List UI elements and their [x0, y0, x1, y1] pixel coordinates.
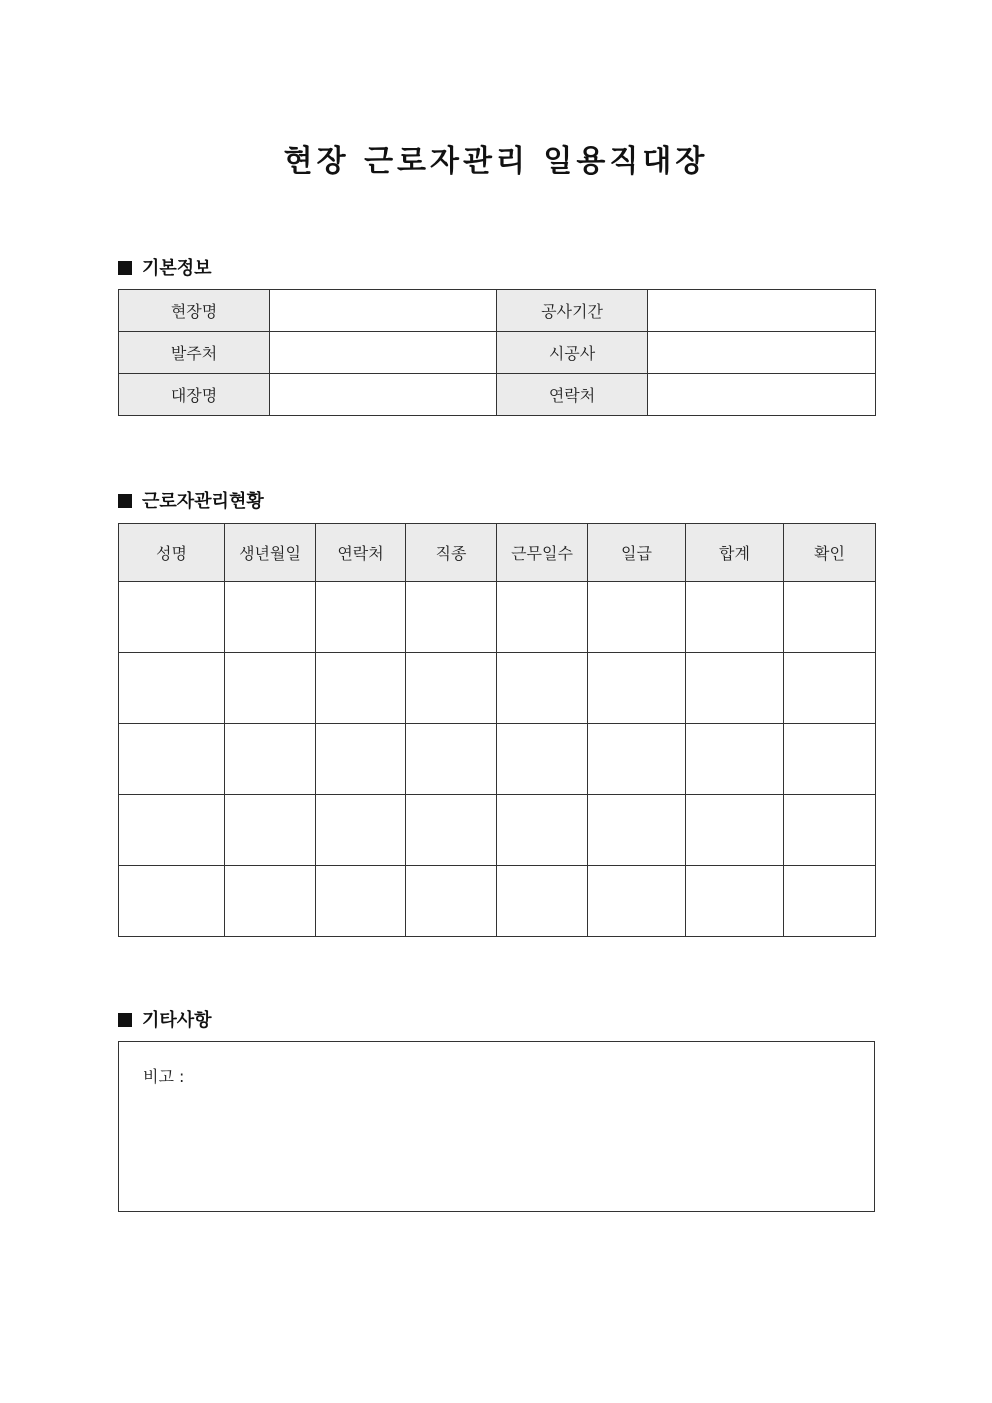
square-bullet-icon	[118, 261, 132, 275]
table-cell[interactable]	[784, 795, 876, 866]
table-cell[interactable]	[406, 653, 497, 724]
table-cell[interactable]	[225, 582, 316, 653]
workers-heading	[118, 487, 264, 513]
table-cell[interactable]	[225, 866, 316, 937]
table-cell[interactable]	[497, 866, 588, 937]
column-header-confirm: 확인	[784, 524, 876, 582]
basic-info-heading-text: 기본정보	[142, 258, 212, 279]
table-cell[interactable]	[316, 653, 406, 724]
table-cell[interactable]	[225, 724, 316, 795]
field-label-ledger-name: 대장명	[119, 374, 270, 416]
column-header-daily-wage: 일급	[588, 524, 686, 582]
table-cell[interactable]	[784, 724, 876, 795]
worker-table	[118, 523, 876, 937]
table-cell[interactable]	[316, 724, 406, 795]
basic-info-row	[119, 374, 876, 416]
table-cell[interactable]	[406, 724, 497, 795]
basic-info-row	[119, 332, 876, 374]
column-header-total: 합계	[686, 524, 784, 582]
table-row	[119, 653, 876, 724]
field-value-contact[interactable]	[648, 374, 876, 416]
worker-table-header	[119, 524, 876, 582]
table-cell[interactable]	[686, 795, 784, 866]
table-cell[interactable]	[497, 795, 588, 866]
field-value-client[interactable]	[270, 332, 497, 374]
notes-label: 비고 :	[143, 1067, 185, 1086]
field-value-contractor[interactable]	[648, 332, 876, 374]
table-row	[119, 724, 876, 795]
basic-info-row	[119, 290, 876, 332]
table-cell[interactable]	[406, 795, 497, 866]
table-cell[interactable]	[784, 866, 876, 937]
page-title: 현장 근로자관리 일용직대장	[283, 144, 709, 179]
table-cell[interactable]	[119, 795, 225, 866]
table-cell[interactable]	[588, 582, 686, 653]
table-cell[interactable]	[588, 724, 686, 795]
table-cell[interactable]	[686, 582, 784, 653]
field-label-contact: 연락처	[497, 374, 648, 416]
table-cell[interactable]	[316, 866, 406, 937]
table-row	[119, 866, 876, 937]
table-cell[interactable]	[686, 653, 784, 724]
basic-info-table	[118, 289, 876, 416]
table-row	[119, 582, 876, 653]
table-cell[interactable]	[119, 653, 225, 724]
table-cell[interactable]	[119, 866, 225, 937]
table-cell[interactable]	[225, 653, 316, 724]
column-header-job-type: 직종	[406, 524, 497, 582]
field-label-site-name: 현장명	[119, 290, 270, 332]
table-cell[interactable]	[784, 582, 876, 653]
table-cell[interactable]	[406, 582, 497, 653]
table-cell[interactable]	[686, 724, 784, 795]
square-bullet-icon	[118, 1013, 132, 1027]
workers-heading-text: 근로자관리현황	[142, 491, 264, 512]
table-cell[interactable]	[588, 866, 686, 937]
table-cell[interactable]	[497, 653, 588, 724]
table-cell[interactable]	[497, 724, 588, 795]
table-cell[interactable]	[784, 653, 876, 724]
notes-heading	[118, 1006, 212, 1032]
table-cell[interactable]	[588, 795, 686, 866]
table-cell[interactable]	[588, 653, 686, 724]
notes-box[interactable]	[118, 1041, 875, 1212]
field-label-contractor: 시공사	[497, 332, 648, 374]
column-header-birthdate: 생년월일	[225, 524, 316, 582]
table-cell[interactable]	[316, 582, 406, 653]
field-value-site-name[interactable]	[270, 290, 497, 332]
table-row	[119, 795, 876, 866]
table-cell[interactable]	[119, 724, 225, 795]
field-label-client: 발주처	[119, 332, 270, 374]
table-cell[interactable]	[316, 795, 406, 866]
notes-heading-text: 기타사항	[142, 1010, 212, 1031]
column-header-contact: 연락처	[316, 524, 406, 582]
table-cell[interactable]	[119, 582, 225, 653]
table-cell[interactable]	[497, 582, 588, 653]
basic-info-heading	[118, 254, 212, 280]
column-header-name: 성명	[119, 524, 225, 582]
field-value-construction-period[interactable]	[648, 290, 876, 332]
table-cell[interactable]	[686, 866, 784, 937]
column-header-work-days: 근무일수	[497, 524, 588, 582]
field-label-construction-period: 공사기간	[497, 290, 648, 332]
table-cell[interactable]	[225, 795, 316, 866]
square-bullet-icon	[118, 494, 132, 508]
table-cell[interactable]	[406, 866, 497, 937]
field-value-ledger-name[interactable]	[270, 374, 497, 416]
